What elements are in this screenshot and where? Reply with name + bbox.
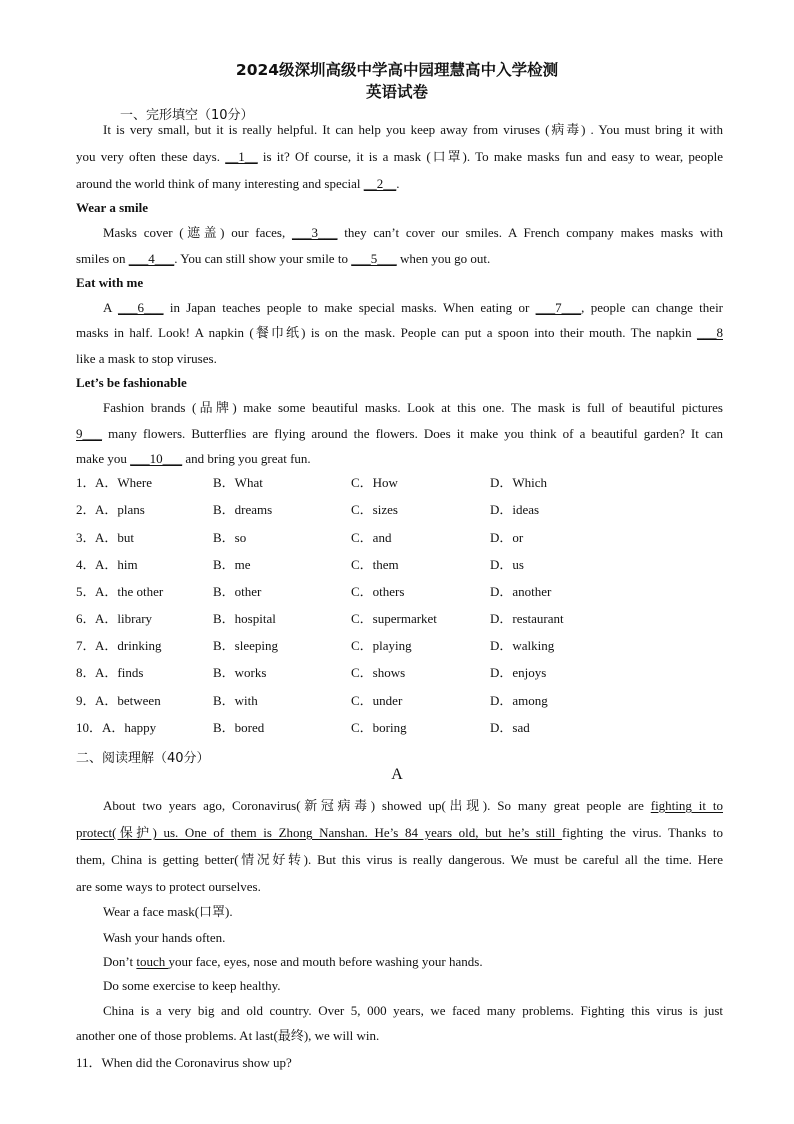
- option-d: D．ideas: [490, 502, 540, 517]
- option-d: D．Which: [490, 475, 548, 490]
- section-heading-cloze: 一、完形填空（10分）: [120, 108, 254, 123]
- option-d: D．another: [490, 584, 552, 599]
- option-number: 8．: [76, 665, 96, 680]
- option-number: 10．: [76, 720, 103, 735]
- option-c: C．shows: [351, 665, 406, 680]
- paragraph-line: make you ___10___ and bring you great fun.: [76, 451, 311, 466]
- option-a: A．finds: [95, 665, 144, 680]
- option-c: C．others: [351, 584, 405, 599]
- option-b: B．dreams: [213, 502, 273, 517]
- option-row: [76, 584, 723, 600]
- option-a: A．drinking: [95, 638, 162, 653]
- paragraph-line: 9___ many flowers. Butterflies are flying around the flowers. Does it make you think of a beautiful garden? It can: [76, 426, 723, 441]
- paragraph-line: Fashion brands (品牌) make some beautiful masks. Look at this one. The mask is full of beautiful pictures: [103, 400, 723, 415]
- option-c: C．boring: [351, 720, 407, 735]
- blank-3: ___3___: [291, 225, 338, 240]
- option-row: [76, 502, 723, 518]
- option-b: B．works: [213, 665, 267, 680]
- paragraph-line: another one of those problems. At last(最终), we will win.: [76, 1028, 380, 1043]
- blank-2: __2__: [363, 176, 397, 191]
- option-b: B．with: [213, 693, 258, 708]
- way-item: Wash your hands often.: [103, 930, 226, 945]
- option-c: C．under: [351, 693, 403, 708]
- paragraph-line: are some ways to protect ourselves.: [76, 879, 261, 894]
- blank-9: 9___: [76, 426, 102, 441]
- option-c: C．playing: [351, 638, 412, 653]
- option-c: C．sizes: [351, 502, 398, 517]
- option-c: C．How: [351, 475, 398, 490]
- paragraph-line: like a mask to stop viruses.: [76, 351, 217, 366]
- blank-5: ___5___: [351, 251, 397, 266]
- option-row: [76, 720, 723, 736]
- option-number: 6．: [76, 611, 96, 626]
- paragraph-line: masks in half. Look! A napkin (餐巾纸) is on the mask. People can put a spoon into their mouth. The napkin ___8: [76, 325, 723, 340]
- option-number: 2．: [76, 502, 96, 517]
- subheading-wear-a-smile: Wear a smile: [76, 200, 148, 215]
- option-number: 4．: [76, 557, 96, 572]
- paragraph-line: China is a very big and old country. Over 5, 000 years, we faced many problems. Fighting this virus is just: [103, 1003, 723, 1018]
- option-b: B．sleeping: [213, 638, 278, 653]
- paragraph-line: smiles on ___4___. You can still show your smile to ___5___ when you go out.: [76, 251, 491, 266]
- blank-10: ___10___: [130, 451, 183, 466]
- way-item: Wear a face mask(口罩).: [103, 904, 233, 919]
- option-a: A．between: [95, 693, 161, 708]
- option-c: C．and: [351, 530, 392, 545]
- section-heading-reading: 二、阅读理解（40分）: [76, 751, 210, 766]
- option-a: A．Where: [95, 475, 153, 490]
- option-d: D．or: [490, 530, 524, 545]
- exam-title: 2024级深圳高级中学高中园理慧高中入学检测: [235, 61, 559, 79]
- option-a: A．happy: [102, 720, 157, 735]
- paragraph-line: you very often these days. __1__ is it? Of course, it is a mask (口罩). To make masks fun and easy to wear, people: [76, 149, 723, 164]
- option-row: [76, 611, 723, 627]
- blank-6: ___6___: [118, 300, 164, 315]
- option-row: [76, 638, 723, 654]
- blank-4: ___4___: [128, 251, 175, 266]
- way-item: Do some exercise to keep healthy.: [103, 978, 281, 993]
- subheading-be-fashionable: Let’s be fashionable: [76, 375, 187, 390]
- option-a: A．plans: [95, 502, 145, 517]
- paragraph-line: Masks cover (遮盖) our faces, ___3___ they can’t cover our smiles. A French company makes masks with: [103, 225, 723, 240]
- option-number: 3．: [76, 530, 96, 545]
- option-d: D．enjoys: [490, 665, 547, 680]
- option-number: 5．: [76, 584, 96, 599]
- option-c: C．them: [351, 557, 399, 572]
- option-b: B．me: [213, 557, 251, 572]
- option-a: A．him: [95, 557, 138, 572]
- exam-subtitle: 英语试卷: [365, 83, 428, 101]
- option-a: A．library: [95, 611, 153, 626]
- paragraph-line: protect(保护) us. One of them is Zhong Nanshan. He’s 84 years old, but he’s still fighting the virus. Thanks to: [76, 825, 723, 840]
- option-row: [76, 530, 723, 546]
- paragraph-line: them, China is getting better(情况好转). But this virus is really dangerous. We must be careful all the time. Here: [76, 852, 723, 867]
- option-d: D．walking: [490, 638, 555, 653]
- option-b: B．What: [213, 475, 263, 490]
- option-a: A．the other: [95, 584, 164, 599]
- option-b: B．other: [213, 584, 262, 599]
- blank-1: __1__: [225, 149, 258, 164]
- paragraph-line: About two years ago, Coronavirus(新冠病毒) showed up(出现). So many great people are fighting it to: [103, 798, 723, 813]
- option-number: 9．: [76, 693, 96, 708]
- option-number: 7．: [76, 638, 96, 653]
- option-a: A．but: [95, 530, 135, 545]
- option-b: B．hospital: [213, 611, 276, 626]
- passage-label: A: [391, 766, 403, 783]
- option-b: B．so: [213, 530, 247, 545]
- option-b: B．bored: [213, 720, 265, 735]
- subheading-eat-with-me: Eat with me: [76, 275, 144, 290]
- option-row: [76, 475, 723, 491]
- option-row: [76, 665, 723, 681]
- paragraph-line: around the world think of many interesting and special __2__.: [76, 176, 400, 191]
- way-item: Don’t touch your face, eyes, nose and mouth before washing your hands.: [103, 954, 483, 969]
- option-d: D．among: [490, 693, 548, 708]
- paragraph-line: It is very small, but it is really helpful. It can help you keep away from viruses (病毒) . You must bring it with: [103, 122, 723, 137]
- option-number: 1．: [76, 475, 96, 490]
- option-row: [76, 557, 723, 573]
- option-d: D．us: [490, 557, 524, 572]
- option-d: D．restaurant: [490, 611, 564, 626]
- blank-8: ___8: [697, 325, 723, 340]
- question-11: 11．When did the Coronavirus show up?: [76, 1055, 292, 1070]
- option-d: D．sad: [490, 720, 530, 735]
- option-row: [76, 693, 723, 709]
- option-c: C．supermarket: [351, 611, 437, 626]
- blank-7: ___7___: [535, 300, 582, 315]
- paragraph-line: A ___6___ in Japan teaches people to make special masks. When eating or ___7___, people can change their: [103, 300, 724, 315]
